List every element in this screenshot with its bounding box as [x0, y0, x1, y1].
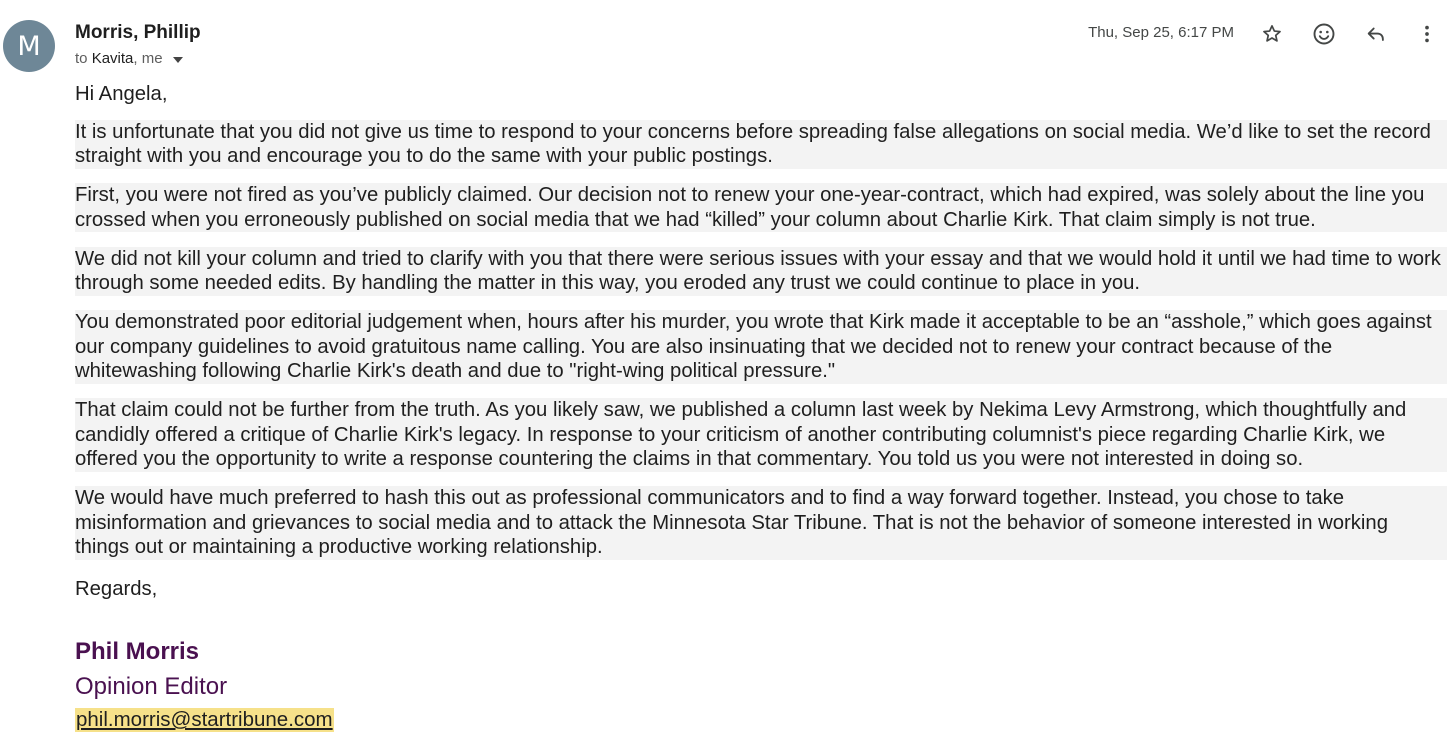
message-body [75, 82, 1447, 616]
chevron-down-icon[interactable] [173, 57, 183, 63]
body-paragraph: First, you were not fired as you’ve publicly claimed. Our decision not to renew your one-year-contract, which had expired, was solely about the line you crossed when you erroneously published on social media that we had “killed” your column about Charlie Kirk. That claim simply is not true. [75, 183, 1447, 232]
closing: Regards, [75, 577, 158, 600]
signature-email-link[interactable]: phil.morris@startribune.com [76, 708, 333, 731]
to-prefix: to [75, 50, 88, 67]
recipient-rest: , me [133, 50, 163, 67]
body-paragraph: It is unfortunate that you did not give us time to respond to your concerns before spreading false allegations on social media. We’d like to set the record straight with you and encourage you to do the same with your public postings. [75, 120, 1447, 169]
more-vert-icon[interactable] [1411, 18, 1443, 50]
body-paragraph: We would have much preferred to hash this out as professional communicators and to find a way forward together. Instead, you chose to take misinformation and grievances to social media and to attack the Minnesota Star Tribune. That is not the behavior of someone interested in working things out or maintaining a productive working relationship. [75, 486, 1447, 560]
signature-name: Phil Morris [75, 638, 200, 665]
recipients-line[interactable] [75, 50, 183, 67]
signature-title: Opinion Editor [75, 673, 228, 700]
timestamp: Thu, Sep 25, 6:17 PM [1088, 24, 1234, 41]
sender-name[interactable]: Morris, Phillip [75, 22, 201, 43]
greeting: Hi Angela, [75, 83, 168, 105]
reply-icon[interactable] [1360, 18, 1392, 50]
recipient-primary: Kavita [91, 50, 134, 67]
body-paragraph: You demonstrated poor editorial judgement when, hours after his murder, you wrote that Kirk made it acceptable to be an “asshole,” which goes against our company guidelines to avoid gratuitous name calling. You are also insinuating that we decided not to renew your contract because of the whitewashing following Charlie Kirk's death and due to "right-wing political pressure." [75, 310, 1447, 384]
star-icon[interactable] [1256, 18, 1288, 50]
emoji-icon[interactable] [1308, 18, 1340, 50]
body-paragraph: That claim could not be further from the truth. As you likely saw, we published a column last week by Nekima Levy Armstrong, which thoughtfully and candidly offered a critique of Charlie Kirk's legacy. In response to your criticism of another contributing columnist's piece regarding Charlie Kirk, we offered you the opportunity to write a response countering the claims in that commentary. You told us you were not interested in doing so. [75, 398, 1447, 472]
avatar[interactable]: M [3, 20, 55, 72]
body-paragraph: We did not kill your column and tried to clarify with you that there were serious issues with your essay and that we would hold it until we had time to work through some needed edits. By handling the matter in this way, you eroded any trust we could continue to place in you. [75, 247, 1447, 296]
